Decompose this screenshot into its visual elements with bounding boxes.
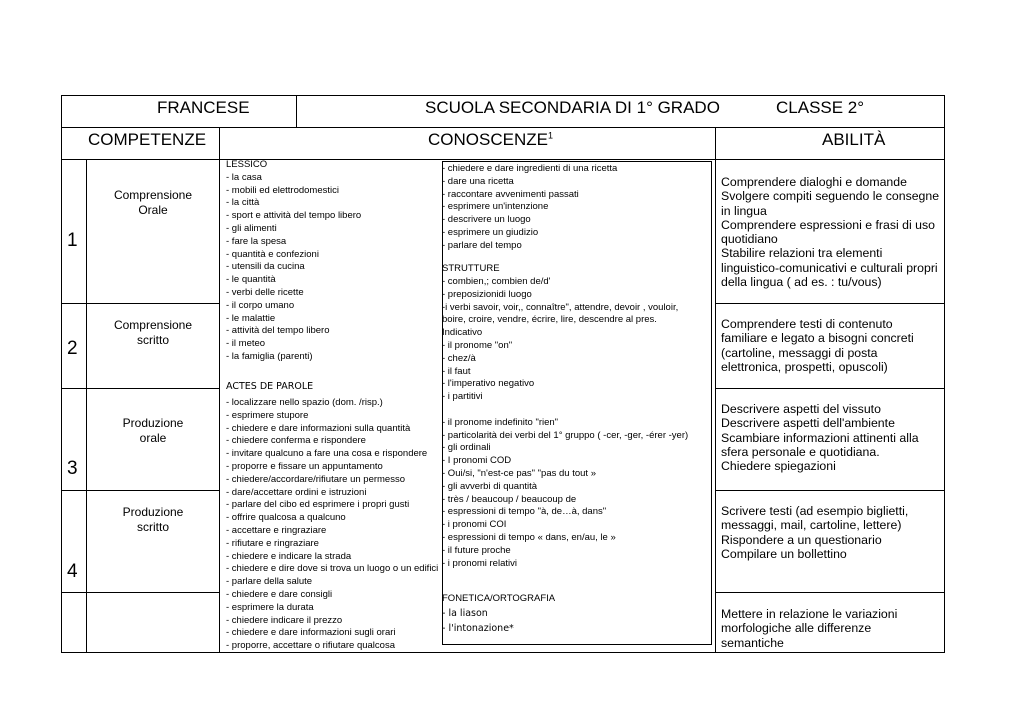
abilita-item: della lingua ( ad es. : tu/vous) [721,275,882,290]
actes-item: - chiedere conferma e rispondere [226,435,366,447]
actes-title: ACTES DE PAROLE [226,381,314,392]
strutture-item: - combien,; combien de/d' [442,276,551,287]
actes-item: - chiedere e dare consigli [226,588,333,600]
actes-item: - proporre, accettare o rifiutare qualcosa [226,640,395,652]
abilita-item: Scambiare informazioni attinenti alla [721,430,919,445]
fonetica-title: FONETICA/ORTOGRAFIA [442,593,556,604]
header-row-divider [61,127,945,128]
table-border-top [61,95,945,96]
abilita-item: (cartoline, messaggi di posta [721,345,878,360]
actes-item: - esprimere la durata [226,601,314,613]
strutture-item: - chez/à [442,352,476,364]
fonetica-list [442,606,514,636]
competence-label-2: Comprensione scritto [113,318,193,347]
strutture-item: - I pronomi COD [442,455,512,467]
abilita-item: in lingua [721,203,767,218]
abilita-item: Stabilire relazioni tra elementi [721,246,883,261]
competenze-header: COMPETENZE [88,130,207,149]
actes-item: - chiedere indicare il prezzo [226,614,343,626]
abilita-item: Descrivere aspetti dell'ambiente [721,416,895,431]
abilita-item: Scrivere testi (ad esempio biglietti, [721,504,909,518]
actes-item: - chiedere e dare informazioni sulla quantità [226,422,411,434]
actes-item: - chiedere/accordare/rifiutare un permesso [226,473,406,485]
lessico-list [226,159,361,364]
abilita-item: familiare e legato a bisogni concreti [721,331,914,346]
lessico-item: LESSICO [226,159,268,170]
abilita-col-divider [715,127,716,653]
actes-item: - parlare del cibo ed esprimere i propri gusti [226,499,410,511]
row-divider-right-4 [715,592,945,593]
header-col-divider [296,95,297,128]
actes-item: - chiedere e indicare la strada [226,550,352,562]
row-divider-left-1 [61,303,220,304]
abilita-cell-3 [721,402,919,473]
lessico-item: - mobili ed elettrodomestici [226,184,339,196]
abilita-item: Svolgere compiti seguendo le consegne [721,189,940,204]
strutture-item: - particolarità dei verbi del 1° gruppo ( -cer, -ger, -érer -yer) [442,429,689,441]
row-number-1: 1 [67,230,78,251]
lessico-item: - quantità e confezioni [226,248,319,260]
strutture-title: STRUTTURE [442,263,500,274]
strutture-item: - espressioni di tempo « dans, en/au, le » [442,531,616,543]
strutture-item: - gli ordinali [442,442,491,454]
conoscenze-item: - dare una ricetta [442,175,514,187]
abilita-item: semantiche [721,635,784,650]
abilita-item: quotidiano [721,232,778,247]
lessico-item: - il meteo [226,338,266,350]
lessico-item: - la famiglia (parenti) [226,350,313,362]
actes-item: - parlare della salute [226,576,313,588]
strutture-item: - il future proche [442,544,511,556]
actes-item: - localizzare nello spazio (dom. /risp.) [226,397,383,408]
lessico-item: - la casa [226,171,262,183]
abilita-cell-4 [721,504,908,561]
abilita-item: Comprendere testi di contenuto [721,317,893,331]
fonetica-item: - la liason [442,608,488,619]
abilita-item: messaggi, mail, cartoline, lettere) [721,518,902,533]
actes-list [226,397,438,653]
right-list-1 [442,163,617,253]
strutture-item: - Oui/si, "n'est-ce pas" "pas du tout » [442,467,596,479]
abilita-item: Chiedere spiegazioni [721,459,836,474]
actes-item: - rifiutare e ringraziare [226,537,319,549]
class-title: CLASSE 2° [776,98,865,117]
competence-label-4: Produzione scritto [122,505,184,534]
conoscenze-item: - chiedere e dare ingredienti di una ricetta [442,163,618,174]
conoscenze-header: CONOSCENZE$^1$ [428,130,553,149]
table-border-right [944,95,945,653]
strutture-item [442,404,688,417]
actes-item: - offrire qualcosa a qualcuno [226,512,346,524]
abilita-cell-2 [721,317,914,374]
strutture-list [442,276,688,570]
actes-item: - proporre e fissare un appuntamento [226,460,383,472]
table-border-left [61,95,62,653]
row-divider-left-4 [61,592,220,593]
competenze-col-divider [219,127,220,653]
strutture-item: - il faut [442,365,471,377]
row-divider-right-3 [715,490,945,491]
abilita-item: morfologiche alle differenze [721,621,872,636]
strutture-item: - i pronomi relativi [442,557,517,569]
abilita-item: elettronica, prospetti, opuscoli) [721,359,888,374]
conoscenze-item: - descrivere un luogo [442,214,531,226]
row-divider-right-1 [715,303,945,304]
strutture-item: - il pronome indefinito "rien" [442,416,559,428]
abilita-cell-1 [721,175,939,289]
strutture-item: - i pronomi COI [442,519,507,531]
abilita-item: Comprendere espressioni e frasi di uso [721,217,935,232]
fonetica-item: - l'intonazione* [442,623,514,634]
row-number-3: 3 [67,458,78,479]
strutture-item: -i verbi savoir, voir,, connaître", attendre, devoir , vouloir, [442,301,679,313]
lessico-item: - gli alimenti [226,222,277,234]
abilita-item: linguistico-comunicativi e culturali propri [721,260,938,275]
actes-item: - accettare e ringraziare [226,524,327,536]
row-number-2: 2 [67,338,78,359]
lessico-item: - fare la spesa [226,235,287,247]
row-number-4: 4 [67,561,78,582]
strutture-item: - il pronome "on" [442,339,513,351]
table-border-bottom [61,652,945,653]
lessico-item: - sport e attività del tempo libero [226,210,362,222]
lessico-item: - utensili da cucina [226,261,305,273]
school-title: SCUOLA SECONDARIA DI 1° GRADO [425,98,720,117]
abilita-item: Rispondere a un questionario [721,532,882,547]
row-divider-right-2 [715,388,945,389]
conoscenze-item: - raccontare avvenimenti passati [442,188,579,200]
lessico-item: - la città [226,197,260,209]
strutture-item: Indicativo [442,327,483,339]
strutture-item: - espressioni di tempo "à, de…à, dans" [442,506,607,518]
row-divider-left-3 [61,490,220,491]
lessico-item: - verbi delle ricette [226,286,304,298]
abilita-item: Mettere in relazione le variazioni [721,607,898,621]
lessico-item: - le quantità [226,274,276,286]
number-col-divider [86,159,87,653]
strutture-item: - gli avverbi di quantità [442,480,538,492]
abilita-header: ABILITÀ [822,130,886,149]
abilita-item: sfera personale e quotidiana. [721,444,880,459]
conoscenze-item: - esprimere un'intenzione [442,201,549,213]
row-divider-left-2 [61,388,220,389]
strutture-item: - l'imperativo negativo [442,378,535,390]
actes-item: - invitare qualcuno a fare una cosa e rispondere [226,448,428,460]
actes-item: - chiedere e dare informazioni sugli orari [226,627,396,639]
actes-item: - chiedere e dire dove si trova un luogo o un edifici [226,563,439,575]
strutture-item: - très / beaucoup / beaucoup de [442,493,577,505]
lessico-item: - il corpo umano [226,299,295,311]
strutture-item: - i partitivi [442,391,483,403]
actes-item: - esprimere stupore [226,409,309,421]
abilita-item: Comprendere dialoghi e domande [721,175,907,189]
conoscenze-item: - esprimere un giudizio [442,226,539,238]
competence-label-3: Produzione orale [122,416,184,445]
subject-title: FRANCESE [157,98,250,117]
actes-item: - dare/accettare ordini e istruzioni [226,486,367,498]
lessico-item: - attività del tempo libero [226,325,330,337]
conoscenze-item: - parlare del tempo [442,239,522,251]
competence-label-1: Comprensione Orale [113,188,193,217]
abilita-item: Descrivere aspetti del vissuto [721,402,881,416]
column-header-divider [61,159,945,160]
strutture-item: - preposizionidi luogo [442,288,532,300]
abilita-cell-5 [721,607,897,650]
abilita-item: Compilare un bollettino [721,546,847,561]
lessico-item: - le malattie [226,312,276,324]
strutture-item: boire, croire, vendre, écrire, lire, descendre al pres. [442,314,657,326]
